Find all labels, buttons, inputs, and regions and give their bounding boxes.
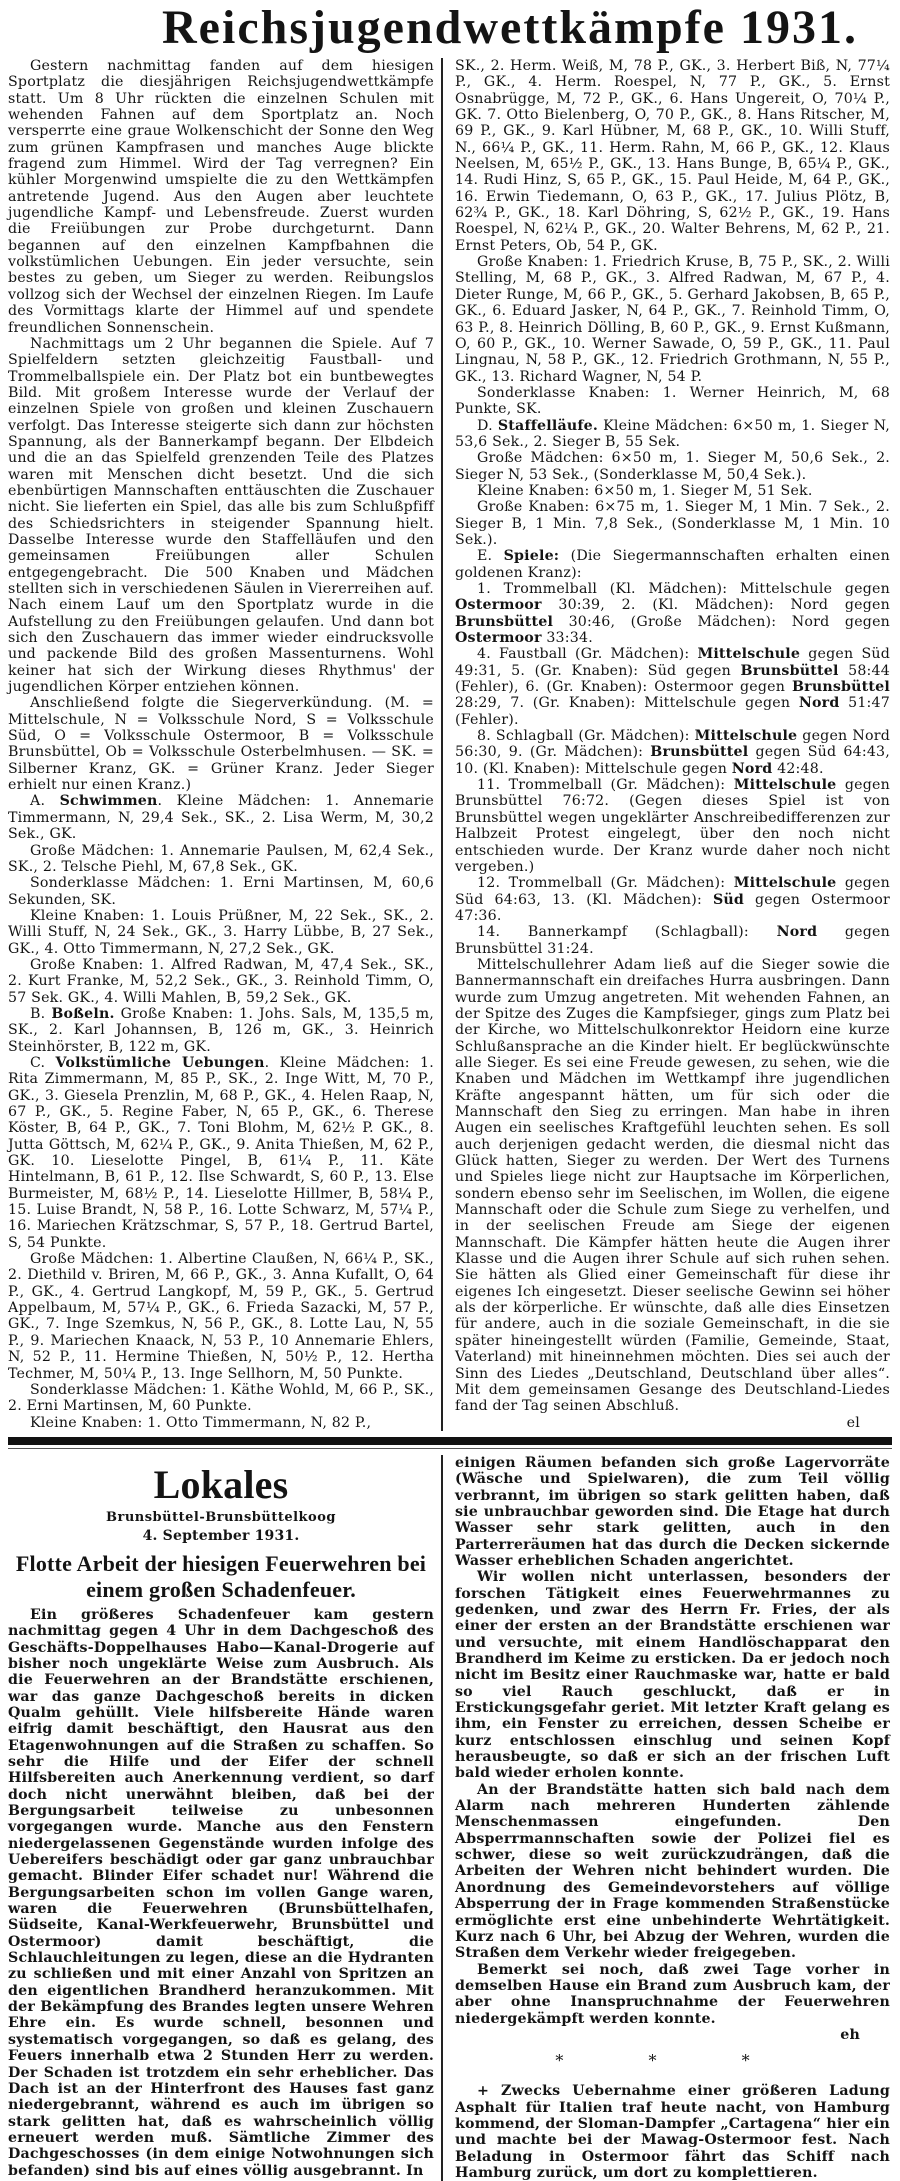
paragraph: einigen Räumen befanden sich große Lagervorräte (Wäsche und Spielwaren), die zum Teil völlig verbrannt, im übrigen so stark gelitten haben, daß sie unbrauchbar geworden sind. Die Etage hat durch Wasser sehr stark gelitten, auch in den Parterreräumen hat das durch die Decken sickernde Wasser erheblichen Schaden angerichtet.: [455, 1454, 890, 1569]
bold-phrase: Boßeln.: [51, 1005, 115, 1022]
bold-phrase: Mittelschule: [733, 875, 837, 892]
paragraph: Ein größeres Schadenfeuer kam gestern nachmittag gegen 4 Uhr in dem Dachgeschoß des Geschäfts-Doppelhauses Habo—Kanal-Drogerie auf bisher noch ungeklärte Weise zum Ausbruch. Als die Feuerwehren an der Brandstätte erschienen, war das ganze Dachgeschoß bereits in dicken Qualm gehüllt. Viele hilfsbereite Hände waren eifrig damit beschäftigt, den Hausrat aus den Etagenwohnungen auf die Straßen zu schaffen. So sehr die Hilfe und der Eifer der schnell Hilfsbereiten auch Anerkennung verdient, so darf doch nicht unerwähnt bleiben, daß bei der Bergungsarbeit teilweise zu unbesonnen vorgegangen wurde. Manche aus den Fenstern niedergelassenen Gegenstände wurden infolge des Uebereifers beschädigt oder gar ganz unbrauchbar gemacht. Blinder Eifer schadet nur! Während die Bergungsarbeiten schon im vollen Gange waren, waren die Feuerwehren (Brunsbüttelhafen, Südseite, Kanal-Werkfeuerwehr, Brunsbüttel und Ostermoor) damit beschäftigt, die Schlauchleitungen zu legen, diese an die Hydranten zu schließen und mit einer Anzahl von Spritzen an den eigentlichen Brandherd heranzukommen. Mit der Bekämpfung des Brandes legten unsere Wehren Ehre ein. Es wurde schnell, besonnen und systematisch vorgegangen, so daß es gelang, des Feuers innerhalb etwa 2 Stunden Herr zu werden. Der Schaden ist trotzdem ein sehr erheblicher. Das Dach ist an der Hinterfront des Hauses fast ganz niedergebrannt, während es auch im übrigen so stark gelitten hat, daß es wahrscheinlich völlig erneuert werden muß. Sämtliche Zimmer des Dachgeschosses (in dem einige Notwohnungen sich befanden) sind bis auf eines völlig ausgebrannt. In: [8, 1606, 434, 2179]
paragraph: [455, 646, 890, 728]
bold-phrase: Süd: [712, 891, 745, 908]
text-run: gegen Nord 56:30, 9. (Gr. Mädchen):: [455, 728, 890, 761]
bold-phrase: Schwimmen: [59, 793, 158, 810]
paragraph: [8, 1006, 434, 1055]
article-right-text: [455, 58, 890, 1415]
text-run: Große Knaben: 1. Johs. Sals, M, 135,5 m, SK., 2. Karl Johannsen, B, 126 m, GK., 3. Heinrich Steinhörster, B, 122 m, GK.: [8, 1005, 435, 1055]
article-title: Reichsjugendwettkämpfe 1931.: [162, 1, 858, 54]
text-run: E.: [477, 548, 504, 565]
paragraph: Gestern nachmittag fanden auf dem hiesigen Sportplatz die diesjährigen Reichsjugendwettkämpfe statt. Um 8 Uhr rückten die einzelnen Schulen mit wehenden Fahnen auf dem Sportplatz an. Noch versperrte eine graue Wolkenschicht der Sonne den Weg zum grünen Kampfrasen und manches Auge blickte fragend zum Himmel. Wird der Tag verregnen? Ein kühler Morgenwind umspielte die zu den Wettkämpfen antretende Jugend. Aus den Augen aber leuchtete jugendliche Kampf- und Lebensfreude. Zuerst wurden die Freiübungen zur Probe durchgeturnt. Dann begannen auf den einzelnen Kampfbahnen die volkstümlichen Uebungen. Ein jeder versuchte, sein bestes zu geben, um Sieger zu werden. Reibungslos vollzog sich der Wechsel der einzelnen Riegen. Im Laufe des Vormittags klarte der Himmel auf und spendete freundlichen Sonnenschein.: [8, 58, 434, 336]
paragraph: Wir wollen nicht unterlassen, besonders der forschen Tätigkeit eines Feuerwehrmannes zu gedenken, und zwar des Herrn Fr. Fries, der als einer der ersten an der Brandstätte erschienen war und versuchte, mit einem Handlöschapparat den Brandherd im Keime zu ersticken. Da er jedoch noch nicht im Besitz einer Rauchmaske war, hatte er bald so viel Rauch geschluckt, daß er in Erstickungsgefahr geriet. Mit letzter Kraft gelang es ihm, ein Fenster zu erreichen, dessen Scheibe er kurz entschlossen einschlug und seinen Kopf herausbeugte, so daß er sich an der frischen Luft bald wieder erholen konnte.: [455, 1569, 890, 1782]
article-column-left: [8, 58, 441, 1431]
paragraph: Große Knaben: 1. Friedrich Kruse, B, 75 P., SK., 2. Willi Stelling, M, 68 P., GK., 3. Alfred Radwan, M, 67 P., 4. Dieter Runge, M, 66 P., GK., 5. Gerhard Jakobsen, B, 65 P., GK., 6. Eduard Jasker, N, 64 P., GK., 7. Reinhold Timm, O, 63 P., 8. Heinrich Dölling, B, 60 P., GK., 9. Ernst Kußmann, O, 60 P., GK., 10. Werner Sawade, O, 59 P., GK., 11. Paul Lingnau, N, 58 P., GK., 12. Friedrich Grothmann, N, 55 P., GK., 13. Richard Wagner, N, 54 P.: [455, 254, 890, 385]
bold-phrase: Mittelschule: [694, 728, 798, 745]
paragraph: Sonderklasse Knaben: 1. Werner Heinrich, M, 68 Punkte, SK.: [455, 384, 890, 418]
bold-phrase: Mittelschule: [697, 646, 801, 663]
text-run: gegen Brunsbüttel 31:24.: [455, 924, 890, 957]
paragraph: [455, 924, 890, 957]
paragraph: Sonderklasse Mädchen: 1. Käthe Wohld, M, 66 P., SK., 2. Erni Martinsen, M, 60 Punkte.: [8, 1381, 434, 1415]
text-run: 14. Bannerkampf (Schlagball):: [477, 924, 777, 941]
separator-asterisks: * * *: [555, 2051, 790, 2071]
date-line: 4. September 1931.: [142, 1527, 300, 1544]
section-divider-thick: [8, 1437, 892, 1445]
local-column-right: [441, 1455, 890, 2181]
paragraph: Sonderklasse Mädchen: 1. Erni Martinsen, M, 60,6 Sekunden, SK.: [8, 875, 434, 908]
text-run: gegen Süd 64:63, 13. (Kl. Mädchen):: [455, 875, 890, 908]
text-run: gegen Brunsbüttel 76:72. (Gegen dieses Spiel ist von Brunsbüttel wegen ungeklärter Anschreibedifferenzen zur Halbzeit Protest eingelegt, über den noch nicht entschieden wurde. Der Kranz wurde daher noch nicht vergeben.): [455, 777, 890, 875]
local-columns: [8, 1455, 892, 2181]
paragraph: SK., 2. Herm. Weiß, M, 78 P., GK., 3. Herbert Biß, N, 77¼ P., GK., 4. Herm. Roespel, N, 77 P., GK., 5. Ernst Osnabrügge, M, 72 P., GK., 6. Hans Ungereit, O, 70¼ P., GK. 7. Otto Bielenberg, O, 70 P., GK., 8. Hans Ritscher, M, 69 P., GK., 9. Karl Hübner, M, 68 P., GK., 10. Willi Stuff, N., 66¼ P., GK., 11. Herm. Rahn, M, 66 P., GK., 12. Klaus Neelsen, M, 65½ P., GK., 13. Hans Bunge, B, 65¼ P., GK., 14. Rudi Hinz, S, 65 P., GK., 15. Paul Heide, M, 64 P., GK., 16. Erwin Tiedemann, O, 63 P., GK., 17. Julius Plötz, B, 62¾ P., GK., 18. Karl Döhring, S, 62½ P., GK., 19. Hans Roespel, N, 62¼ P., GK., 20. Walter Behrens, M, 62 P., 21. Ernst Peters, Ob, 54 P., GK.: [455, 58, 890, 254]
bold-phrase: Volkstümliche Uebungen: [55, 1054, 265, 1071]
paragraph: Kleine Knaben: 1. Louis Prüßner, M, 22 Sek., SK., 2. Willi Stuff, N, 24 Sek., GK., 3. Harry Lübbe, B, 27 Sek., GK., 4. Otto Timmermann, N, 27,2 Sek., GK.: [8, 907, 434, 957]
bold-phrase: Mittelschule: [733, 777, 837, 794]
bold-phrase: Ostermoor: [455, 597, 542, 614]
bold-phrase: Ostermoor: [455, 630, 542, 647]
text-run: 28:29, 7. (Gr. Knaben): Mittelschule gegen: [455, 695, 799, 712]
local-column-left: [8, 1455, 441, 2181]
text-run: Kleine Mädchen: 6×50 m, 1. Sieger N, 53,6 Sek., 2. Sieger B, 55 Sek.: [455, 417, 890, 450]
text-run: 12. Trommelball (Gr. Mädchen):: [477, 875, 734, 892]
paragraph: [8, 1055, 434, 1251]
text-run: D.: [477, 417, 498, 434]
article-columns: [8, 58, 892, 1431]
paragraph: Bemerkt sei noch, daß zwei Tage vorher in demselben Hause ein Brand zum Ausbruch kam, der aber ohne Inanspruchnahme der Feuerwehren niedergekämpft werden konnte.: [455, 1961, 890, 2027]
bold-phrase: Spiele:: [503, 548, 560, 565]
paragraph: Große Mädchen: 6×50 m, 1. Sieger M, 50,6 Sek., 2. Sieger N, 53 Sek., (Sonderklasse M, 50,4 Sek.).: [455, 450, 890, 483]
paragraph: Mittelschullehrer Adam ließ auf die Sieger sowie die Bannermannschaft ein dreifaches Hurra ausbringen. Dann wurde zum Umzug angetreten. Mit wehenden Fahnen, an der Spitze des Zuges die Kampfsieger, gings zum Platz bei der Kirche, wo Mittelschulkonrektor Heidorn eine kurze Schlußansprache an die Kinder hielt. Er beglückwünschte alle Sieger. Es sei eine Freude gewesen, zu sehen, wie die Knaben und Mädchen im Wettkampf ihre jugendlichen Kräfte angespannt hätten, um für sich oder die Mannschaft den Sieg zu erringen. Man habe in ihren Augen ein seelisches Kraftgefühl leuchten sehen. Es soll auch derjenigen gedacht werden, die diesmal nicht das Glück hatten, Sieger zu werden. Der Wert des Turnens und Spieles liege nicht zur Hauptsache im Körperlichen, sondern ebenso sehr im Seelischen, im Wollen, die eigene Mannschaft oder die Schule zum Siege zu verhelfen, und in der seelischen Freude am Siege der eigenen Mannschaft. Die Kämpfer hätten heute die Augen ihrer Klasse und die Augen ihrer Schule auf sich ruhen sehen. Sie hätten als Glied einer Gemeinschaft für diese ihr eigenes Ich eingesetzt. Dieser seelische Gewinn sei höher als der körperliche. Er wünschte, daß alle dies Einsetzen für andere, auch in die soziale Gemeinschaft, in die sie später hineingestellt würden (Familie, Gemeinde, Staat, Vaterland) mit hineinnehmen möchten. Dies sei auch der Sinn des Liedes „Deutschland, Deutschland über alles“. Mit dem gemeinsamen Gesange des Deutschland-Liedes fand der Tag seinen Abschluß.: [455, 956, 890, 1415]
bold-phrase: Nord: [798, 695, 840, 712]
fire-headline: Flotte Arbeit der hiesigen Feuerwehren bei einem großen Schadenfeuer.: [15, 1550, 427, 1602]
bold-phrase: Brunsbüttel: [455, 613, 554, 630]
text-run: (Die Siegermannschaften erhalten einen goldenen Kranz):: [455, 548, 890, 581]
section-divider-thin: [8, 1448, 892, 1449]
paragraph: [455, 777, 890, 875]
bold-phrase: Nord: [731, 760, 773, 777]
bold-phrase: Brunsbüttel: [650, 744, 749, 761]
paragraph: [8, 793, 434, 842]
bold-phrase: Staffelläufe.: [497, 417, 599, 434]
fire-article-left: [8, 1607, 434, 2179]
text-run: 8. Schlagball (Gr. Mädchen):: [477, 728, 695, 745]
text-run: 11. Trommelball (Gr. Mädchen):: [477, 777, 734, 794]
article-column-right: [441, 58, 890, 1431]
text-run: A.: [30, 793, 60, 810]
fire-article-right-text: [455, 1455, 890, 2027]
text-run: 1. Trommelball (Kl. Mädchen): Mittelschule gegen: [477, 581, 890, 597]
text-run: 42:48.: [772, 760, 824, 777]
paragraph: Große Knaben: 1. Alfred Radwan, M, 47,4 Sek., SK., 2. Kurt Franke, M, 52,2 Sek., GK., 3. Reinhold Timm, O, 57 Sek. GK., 4. Willi Mahlen, B, 59,2 Sek., GK.: [8, 956, 434, 1006]
text-run: C.: [30, 1054, 56, 1071]
text-run: . Kleine Mädchen: 1. Rita Zimmermann, M, 85 P., SK., 2. Inge Witt, M, 70 P., GK., 3. Giesela Prenzlin, M, 68 P., GK., 4. Helen Raap, N, 67 P., GK., 5. Regine Faber, N, 65 P., GK., 6. Therese Köster, B, 64 P., GK., 7. Toni Blohm, M, 62½ P. GK., 8. Jutta Göttsch, M, 62¼ P., GK., 9. Anita Thießen, M, 62 P., GK. 10. Lieselotte Pingel, B, 61¼ P., 11. Käte Hintelmann, B, 61 P., 12. Ilse Schwardt, S, 60 P., 13. Else Burmeister, M, 68½ P., 14. Lieselotte Hillmer, B, 58¼ P., 15. Luise Brandt, N, 58 P., 16. Lotte Schwarz, M, 57¼ P., 16. Mariechen Krätzschmar, S, 57 P., 18. Gertrud Bartel, S, 54 Punkte.: [8, 1054, 434, 1251]
paragraph: [455, 548, 890, 581]
section-heading: Lokales: [153, 1461, 289, 1507]
text-run: B.: [30, 1005, 52, 1022]
bold-phrase: Nord: [776, 924, 818, 941]
text-run: 30:46, (Große Mädchen): Nord gegen: [553, 613, 890, 630]
text-run: 58:44 (Fehler), 6. (Gr. Knaben): Ostermoor gegen: [455, 662, 890, 696]
text-run: gegen Ostermoor 47:36.: [455, 891, 890, 924]
paragraph: [455, 418, 890, 451]
paragraph: Nachmittags um 2 Uhr begannen die Spiele. Auf 7 Spielfeldern setzten gleichzeitig Faustball- und Trommelballspiele ein. Der Platz bot ein buntbewegtes Bild. Mit großem Interesse wurde der Verlauf der einzelnen Spiele von großen und kleinen Zuschauern verfolgt. Das Interesse steigerte sich dann zur höchsten Spannung, als der Bannerkampf begann. Der Elbdeich und die an das Spielfeld grenzenden Teile des Platzes waren mit Menschen dicht besetzt. Und die sich ebenbürtigen Mannschaften enttäuschten die Zuschauer nicht. Sie lieferten ein Spiel, das alle bis zum Schlußpfiff des Schiedsrichters in steigender Spannung hielt. Dasselbe Interesse wurde den Staffelläufen und den gemeinsamen Freiübungen aller Schulen entgegengebracht. Die 500 Knaben und Mädchen stellten sich in verschiedenen Säulen in Viererreihen auf. Nach einem Lauf um den Sportplatz wurde in die Aufstellung zu den Freiübungen gelaufen. Und dann bot sich den Zuschauern das immer wieder eindrucksvolle und packende Bild des großen Massenturnens. Wohl keiner hat sich der Wirkung dieses Rhythmus' der jugendlichen Körper entziehen können.: [8, 335, 434, 696]
place-line: Brunsbüttel-Brunsbüttelkoog: [106, 1509, 336, 1525]
ship-notice-text: + Zwecks Uebernahme einer größeren Ladung Asphalt für Italien traf heute nacht, von Hamburg kommend, der Sloman-Dampfer „Cartagena“ hier ein und machte bei der Mawag-Ostermoor fest. Nach Beladung in Ostermoor fährt das Schiff nach Hamburg zurück, um dort zu komplettieren.: [455, 2083, 890, 2181]
paragraph: Anschließend folgte die Siegerverkündung. (M. = Mittelschule, N = Volksschule Nord, S = Volksschule Süd, O = Volksschule Ostermoor, B = Volksschule Brunsbüttel, Ob = Volksschule Osterbelmhusen. — SK. = Silberner Kranz, GK. = Grüner Kranz. Jeder Sieger erhielt nur einen Kranz.): [8, 695, 434, 794]
text-run: gegen Süd 64:43, 10. (Kl. Knaben): Mittelschule gegen: [455, 744, 890, 777]
paragraph: Große Mädchen: 1. Annemarie Paulsen, M, 62,4 Sek., SK., 2. Telsche Piehl, M, 67,8 Sek., GK.: [8, 842, 434, 875]
paragraph: [455, 728, 890, 777]
text-run: 4. Faustball (Gr. Mädchen):: [477, 646, 698, 663]
text-run: 30:39, 2. (Kl. Mädchen): Nord gegen: [541, 597, 890, 614]
bold-phrase: Brunsbüttel: [791, 679, 890, 696]
paragraph: Kleine Knaben: 1. Otto Timmermann, N, 82 P.,: [30, 1414, 372, 1431]
paragraph: Kleine Knaben: 6×50 m, 1. Sieger M, 51 Sek.: [477, 482, 813, 499]
text-run: 51:47 (Fehler).: [455, 695, 890, 728]
paragraph: Große Mädchen: 1. Albertine Claußen, N, 66¼ P., SK., 2. Diethild v. Briren, M, 66 P., GK., 3. Anna Kufallt, O, 64 P., GK., 4. Gertrud Langkopf, M, 59 P., GK., 5. Gertrud Appelbaum, M, 57¼ P., GK., 6. Frieda Sazacki, M, 57 P., GK., 7. Inge Szemkus, N, 56 P., GK., 8. Lotte Lau, N, 55 P., 9. Mariechen Knaack, N, 53 P., 10 Annemarie Ehlers, N, 52 P., 11. Hermine Thießen, N, 50½ P., 12. Hertha Techmer, M, 50¼ P., 13. Inge Sellhorn, M, 50 Punkte.: [8, 1251, 434, 1382]
paragraph: [455, 581, 890, 646]
text-run: . Kleine Mädchen: 1. Annemarie Timmermann, N, 29,4 Sek., SK., 2. Lisa Werm, M, 30,2 Sek., GK.: [8, 793, 434, 843]
author-signature: el: [846, 1414, 860, 1431]
paragraph: Große Knaben: 6×75 m, 1. Sieger M, 1 Min. 7 Sek., 2. Sieger B, 1 Min. 7,8 Sek., (Sonderklasse M, 1 Min. 10 Sek.).: [455, 499, 890, 548]
paragraph: An der Brandstätte hatten sich bald nach dem Alarm nach mehreren Hunderten zählende Menschenmassen eingefunden. Den Absperrmannschaften sowie der Polizei fiel es schwer, diese so weit zurückzudrängen, daß die Arbeiten der Wehren nicht behindert wurden. Die Anordnung des Gemeindevorstehers auf völlige Absperrung der in Frage kommenden Straßenstücke ermöglichte erst eine unbehinderte Wehrtätigkeit. Kurz nach 6 Uhr, bei Abzug der Wehren, wurden die Straßen dem Verkehr wieder freigegeben.: [455, 1781, 890, 1962]
text-run: 33:34.: [541, 630, 593, 647]
fire-signature: eh: [840, 2026, 860, 2043]
text-run: gegen Süd 49:31, 5. (Gr. Knaben): Süd gegen: [455, 646, 890, 679]
bold-phrase: Brunsbüttel: [740, 662, 839, 679]
paragraph: [455, 875, 890, 924]
